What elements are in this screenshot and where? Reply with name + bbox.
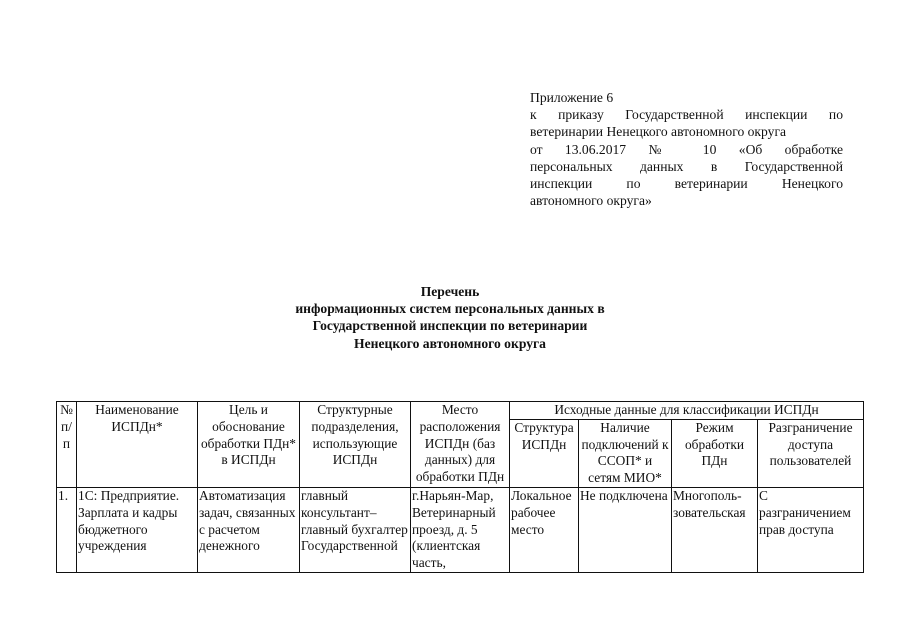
cell-connections: Не подключена — [579, 487, 672, 572]
appendix-line: Приложение 6 — [530, 90, 614, 105]
header-purpose: Цель и обоснование обработки ПДн* в ИСПДн — [198, 402, 300, 488]
appendix-line: от 13.06.2017 № 10 «Об обработке — [530, 141, 843, 157]
cell-units: главный консультант– главный бухгалтер Государственной — [300, 487, 411, 572]
header-units: Структурные подразделения, использующие ИСПДн — [300, 402, 411, 488]
header-mode: Режим обработки ПДн — [672, 419, 758, 487]
header-name: Наименование ИСПДн* — [77, 402, 198, 488]
header-num: № п/п — [57, 402, 77, 488]
cell-name: 1С: Предприятие. Зарплата и кадры бюджетного учреждения — [77, 487, 198, 572]
header-connections: Наличие подключений к ССОП* и сетям МИО* — [579, 419, 672, 487]
title-line: информационных систем персональных данных в — [295, 301, 605, 317]
header-structure: Структура ИСПДн — [510, 419, 579, 487]
appendix-block — [530, 89, 843, 209]
cell-mode: Многополь- зовательская — [672, 487, 758, 572]
table-row — [57, 487, 864, 572]
header-location: Место расположения ИСПДн (баз данных) для обработки ПДн — [411, 402, 510, 488]
appendix-line: к приказу Государственной инспекции по — [530, 107, 843, 123]
cell-location: г.Нарьян-Мар, Ветеринарный проезд, д. 5 (клиентская часть, — [411, 487, 510, 572]
appendix-line: инспекции по ветеринарии Ненецкого — [530, 176, 843, 192]
title-line: Государственной инспекции по ветеринарии — [312, 318, 588, 334]
appendix-line: персональных данных в Государственной — [530, 158, 843, 174]
appendix-line: ветеринарии Ненецкого автономного округа — [530, 124, 787, 140]
cell-structure: Локальное рабочее место — [510, 487, 579, 572]
appendix-line: автономного округа» — [530, 193, 652, 209]
header-row — [57, 402, 864, 420]
header-access: Разграничение доступа пользователей — [758, 419, 864, 487]
ispdn-table — [56, 401, 864, 573]
title-line: Ненецкого автономного округа — [354, 335, 546, 351]
title-line: Перечень — [420, 284, 480, 299]
cell-num: 1. — [57, 487, 77, 572]
cell-access: С разграничением прав доступа — [758, 487, 864, 572]
header-group: Исходные данные для классификации ИСПДн — [510, 402, 864, 420]
cell-purpose: Автоматизация задач, связанных с расчетом денежного — [198, 487, 300, 572]
document-title — [230, 283, 670, 352]
